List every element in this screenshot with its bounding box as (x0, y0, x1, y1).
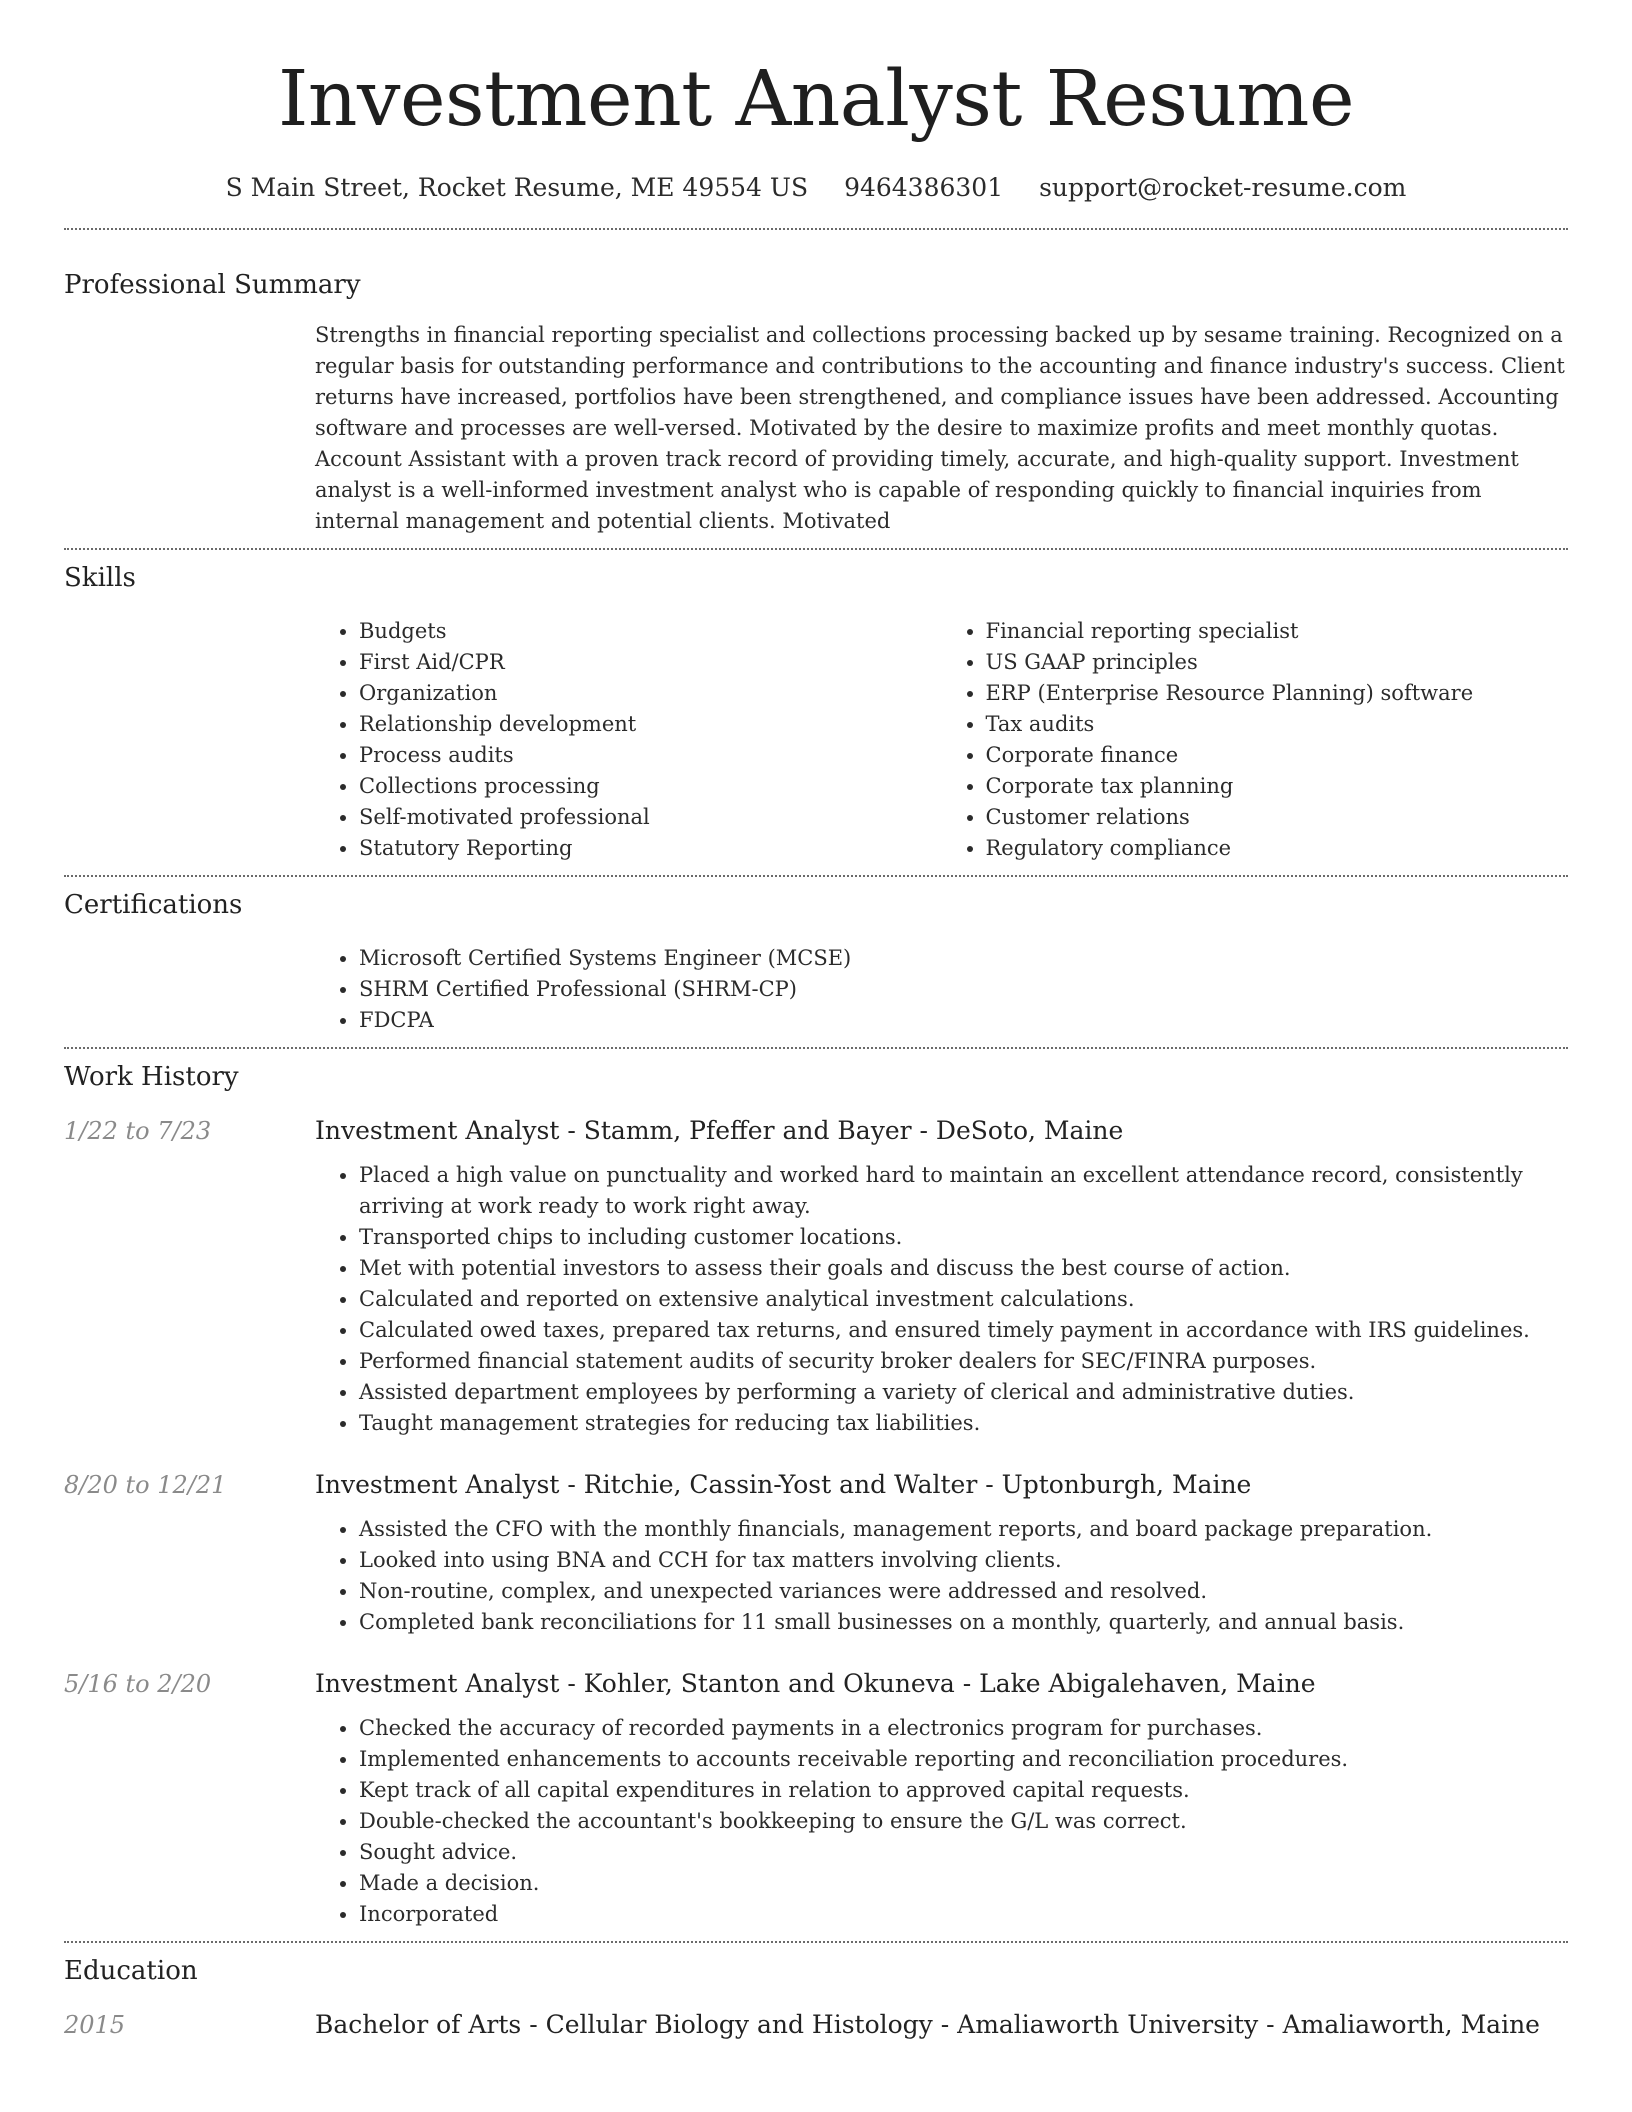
contact-line (64, 168, 1568, 208)
job-bullet: • Transported chips to including customer locations. (359, 1222, 1568, 1253)
contact-email: support@rocket-resume.com (1039, 173, 1407, 202)
certifications-block (315, 943, 1568, 1036)
job-bullet: • Placed a high value on punctuality and worked hard to maintain an excellent attendance record, consistently arriving at work ready to work right away. (359, 1160, 1568, 1222)
skill-item: • Statutory Reporting (359, 833, 942, 864)
section-heading-skills: Skills (64, 563, 136, 593)
job-dates: 5/16 to 2/20 (64, 1670, 212, 1698)
job-bullet: • Looked into using BNA and CCH for tax matters involving clients. (359, 1545, 1568, 1576)
contact-phone: 9464386301 (844, 173, 1004, 202)
job-bullet: • Calculated owed taxes, prepared tax returns, and ensured timely payment in accordance with IRS guidelines. (359, 1315, 1568, 1346)
divider (64, 1047, 1568, 1049)
skill-item: • Corporate tax planning (986, 771, 1569, 802)
job-bullet: • Non-routine, complex, and unexpected variances were addressed and resolved. (359, 1576, 1568, 1607)
resume-page (64, 0, 1568, 2042)
job-bullets (315, 1160, 1568, 1439)
job-bullet: • Assisted department employees by performing a variety of clerical and administrative duties. (359, 1377, 1568, 1408)
job-bullet: • Implemented enhancements to accounts receivable reporting and reconciliation procedures. (359, 1744, 1568, 1775)
skills-grid (315, 616, 1568, 864)
job-header (64, 1468, 1568, 1502)
job-bullet: • Double-checked the accountant's bookkeeping to ensure the G/L was correct. (359, 1806, 1568, 1837)
job-details (315, 1514, 1568, 1638)
certifications-list (315, 943, 1568, 1036)
divider (64, 228, 1568, 230)
skill-item: • Budgets (359, 616, 942, 647)
skill-item: • Collections processing (359, 771, 942, 802)
section-heading-summary: Professional Summary (64, 270, 361, 300)
divider (64, 875, 1568, 877)
section-heading-education: Education (64, 1956, 198, 1986)
job-title: Investment Analyst - Stamm, Pfeffer and Bayer - DeSoto, Maine (315, 1116, 1124, 1145)
skill-item: • Organization (359, 678, 942, 709)
skill-item: • Relationship development (359, 709, 942, 740)
job-bullet: • Assisted the CFO with the monthly financials, management reports, and board package preparation. (359, 1514, 1568, 1545)
job-bullet: • Sought advice. (359, 1837, 1568, 1868)
education-title: Bachelor of Arts - Cellular Biology and Histology - Amaliaworth University - Amaliaworth, Maine (315, 2010, 1540, 2039)
skill-item: • Regulatory compliance (986, 833, 1569, 864)
job-bullet: • Calculated and reported on extensive analytical investment calculations. (359, 1284, 1568, 1315)
skill-item: • Customer relations (986, 802, 1569, 833)
skill-item: • Self-motivated professional (359, 802, 942, 833)
skill-item: • Process audits (359, 740, 942, 771)
skill-item: • Financial reporting specialist (986, 616, 1569, 647)
skill-item: • First Aid/CPR (359, 647, 942, 678)
job-title: Investment Analyst - Kohler, Stanton and Okuneva - Lake Abigalehaven, Maine (315, 1669, 1316, 1698)
job-bullet: • Completed bank reconciliations for 11 small businesses on a monthly, quarterly, and annual basis. (359, 1607, 1568, 1638)
section-heading-certifications: Certifications (64, 890, 243, 920)
job-details (315, 1713, 1568, 1930)
job-bullets (315, 1713, 1568, 1930)
job-bullet: • Made a decision. (359, 1868, 1568, 1899)
job-bullet: • Met with potential investors to assess their goals and discuss the best course of action. (359, 1253, 1568, 1284)
resume-title: Investment Analyst Resume (277, 55, 1355, 144)
job-bullet: • Incorporated (359, 1899, 1568, 1930)
job-bullet: • Taught management strategies for reducing tax liabilities. (359, 1408, 1568, 1439)
contact-address: S Main Street, Rocket Resume, ME 49554 US (225, 173, 809, 202)
divider (64, 1941, 1568, 1943)
education-year: 2015 (64, 2011, 126, 2039)
certification-item: • SHRM Certified Professional (SHRM-CP) (359, 974, 1568, 1005)
certification-item: • Microsoft Certified Systems Engineer (MCSE) (359, 943, 1568, 974)
skills-list-left (315, 616, 942, 864)
skill-item: • Corporate finance (986, 740, 1569, 771)
skill-item: • US GAAP principles (986, 647, 1569, 678)
job-bullet: • Performed financial statement audits of security broker dealers for SEC/FINRA purposes. (359, 1346, 1568, 1377)
job-title: Investment Analyst - Ritchie, Cassin-Yost and Walter - Uptonburgh, Maine (315, 1470, 1252, 1499)
skill-item: • Tax audits (986, 709, 1569, 740)
job-bullet: • Checked the accuracy of recorded payments in a electronics program for purchases. (359, 1713, 1568, 1744)
job-details (315, 1160, 1568, 1439)
certification-item: • FDCPA (359, 1005, 1568, 1036)
section-heading-work-history: Work History (64, 1062, 239, 1092)
job-bullet: • Kept track of all capital expenditures in relation to approved capital requests. (359, 1775, 1568, 1806)
job-header (64, 1667, 1568, 1701)
job-dates: 8/20 to 12/21 (64, 1471, 227, 1499)
skills-list-right (942, 616, 1569, 864)
job-header (64, 1114, 1568, 1148)
education-entry (64, 2008, 1568, 2042)
divider (64, 548, 1568, 550)
job-dates: 1/22 to 7/23 (64, 1117, 212, 1145)
job-bullets (315, 1514, 1568, 1638)
summary-text: Strengths in financial reporting specialist and collections processing backed up by sesame training. Recognized on a regular basis for outstanding performance and contributions to the accounting and finance industry's success. Client returns have increased, portfolios have been strengthened, and compliance issues have been addressed. Accounting software and processes are well-versed. Motivated by the desire to maximize profits and meet monthly quotas. Account Assistant with a proven track record of providing timely, accurate, and high-quality support. Investment analyst is a well-informed investment analyst who is capable of responding quickly to financial inquiries from internal management and potential clients. Motivated (315, 323, 1565, 533)
skill-item: • ERP (Enterprise Resource Planning) software (986, 678, 1569, 709)
